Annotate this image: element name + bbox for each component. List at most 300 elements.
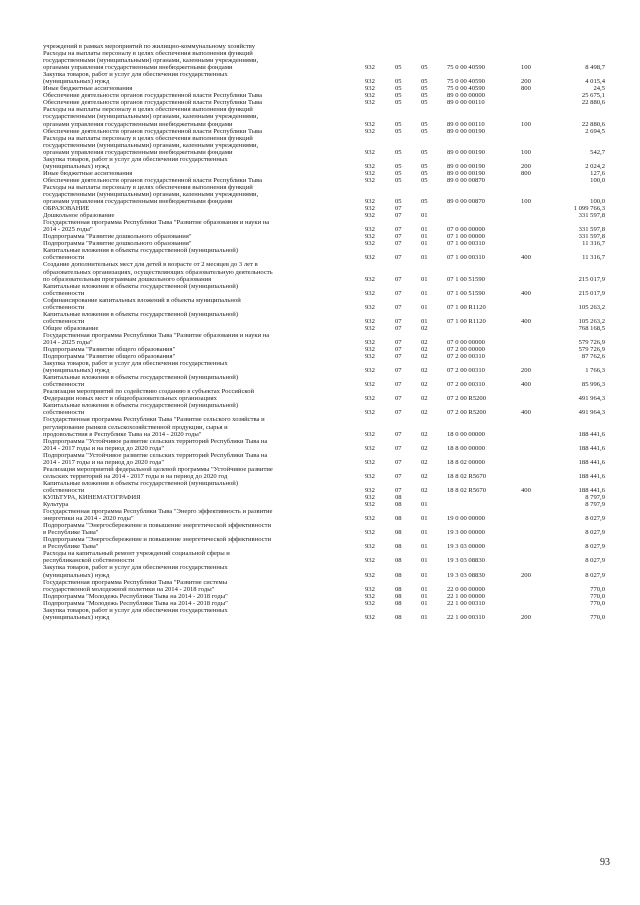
target-article-code: 07 2 00 00310 — [447, 353, 485, 361]
expense-type-code: 800 — [521, 169, 531, 177]
subsection-code: 01 — [421, 303, 428, 311]
row-name — [43, 360, 365, 374]
expense-type-code — [521, 438, 559, 452]
row-name-line: Закупка товаров, работ и услуг для обеспечения государственных — [43, 360, 228, 368]
subsection-code — [421, 43, 447, 50]
target-article-code: 75 0 00 40590 — [447, 78, 485, 86]
subsection-code: 02 — [421, 353, 428, 361]
ministry-code: 932 — [365, 233, 375, 241]
table-row — [43, 240, 605, 247]
subsection-code: 02 — [421, 367, 428, 375]
subsection-code: 01 — [421, 592, 428, 600]
row-name-line: (муниципальных) нужд — [43, 367, 110, 375]
subsection-code: 05 — [421, 120, 428, 128]
row-name-line: собственности — [43, 409, 85, 417]
row-name — [43, 480, 365, 494]
amount: 331 597,8 — [578, 226, 605, 234]
ministry-code: 932 — [365, 592, 375, 600]
section-code: 07 — [395, 338, 402, 346]
table-row — [43, 346, 605, 353]
subsection-code: 01 — [421, 501, 428, 509]
row-name — [43, 579, 365, 593]
row-name — [43, 494, 365, 501]
section-code: 07 — [395, 289, 402, 297]
section-code: 07 — [395, 303, 402, 311]
expense-type-code — [521, 600, 559, 607]
amount: 491 964,3 — [578, 409, 605, 417]
ministry-code: 932 — [365, 212, 375, 220]
table-row — [43, 536, 605, 550]
row-name-line: 2014 - 2025 годы" — [43, 226, 93, 234]
expense-type-code — [521, 92, 559, 99]
amount: 331 597,8 — [578, 212, 605, 220]
target-article-code: 07 0 00 00000 — [447, 338, 485, 346]
budget-table-body — [43, 43, 605, 621]
section-code: 08 — [395, 515, 402, 523]
expense-type-code — [521, 353, 559, 360]
row-name-line: продовольствия в Республике Тыва на 2014 - 2020 годы" — [43, 430, 202, 438]
row-name — [43, 402, 365, 416]
table-row — [43, 494, 605, 501]
ministry-code: 932 — [365, 515, 375, 523]
expense-type-code: 400 — [521, 254, 531, 262]
expense-type-code: 400 — [521, 381, 531, 389]
target-article-code — [447, 205, 521, 212]
ministry-code: 932 — [365, 529, 375, 537]
target-article-code: 07 2 00 00310 — [447, 367, 485, 375]
amount: 579 726,9 — [578, 338, 605, 346]
target-article-code: 07 1 00 51590 — [447, 275, 485, 283]
subsection-code: 01 — [421, 599, 428, 607]
target-article-code: 18 8 02 R5670 — [447, 472, 487, 480]
ministry-code: 932 — [365, 353, 375, 361]
table-row — [43, 261, 605, 282]
expense-type-code: 100 — [521, 120, 531, 128]
subsection-code: 01 — [421, 543, 428, 551]
table-row — [43, 593, 605, 600]
expense-type-code — [521, 128, 559, 135]
subsection-code: 02 — [421, 338, 428, 346]
target-article-code — [447, 43, 521, 50]
amount: 100,0 — [590, 198, 605, 206]
section-code: 05 — [395, 169, 402, 177]
section-code: 07 — [395, 381, 402, 389]
row-name-line: Иные бюджетные ассигнования — [43, 85, 133, 93]
target-article-code: 07 1 00 51590 — [447, 289, 485, 297]
ministry-code: 932 — [365, 92, 375, 100]
expense-type-code: 400 — [521, 317, 531, 325]
ministry-code: 932 — [365, 205, 375, 213]
subsection-code: 01 — [421, 557, 428, 565]
row-name-line: Капитальные вложения в объекты государственной (муниципальной) — [43, 310, 239, 318]
row-name-line: Иные бюджетные ассигнования — [43, 169, 133, 177]
target-article-code: 89 0 00 00870 — [447, 176, 485, 184]
section-code: 07 — [395, 317, 402, 325]
row-name-line: сельских территорий на 2014 - 2017 годы и на период до 2020 год — [43, 472, 228, 480]
table-row — [43, 283, 605, 297]
table-row — [43, 43, 605, 50]
row-name — [43, 416, 365, 437]
ministry-code: 932 — [365, 162, 375, 170]
subsection-code: 05 — [421, 85, 428, 93]
target-article-code: 18 8 02 R5670 — [447, 486, 487, 494]
amount: 100,0 — [590, 176, 605, 184]
amount: 188 441,6 — [578, 430, 605, 438]
subsection-code: 01 — [421, 515, 428, 523]
row-name — [43, 501, 365, 508]
section-code: 07 — [395, 395, 402, 403]
row-name-line: государственными (муниципальными) органами, казенными учреждениями, — [43, 190, 259, 198]
table-row — [43, 325, 605, 332]
amount: 491 964,3 — [578, 395, 605, 403]
row-name — [43, 353, 365, 360]
ministry-code: 932 — [365, 169, 375, 177]
subsection-code: 02 — [421, 472, 428, 480]
row-name — [43, 99, 365, 106]
expense-type-code: 800 — [521, 85, 531, 93]
section-code: 05 — [395, 99, 402, 107]
ministry-code: 932 — [365, 571, 375, 579]
amount: 8 027,9 — [585, 557, 605, 565]
table-row — [43, 522, 605, 536]
section-code: 05 — [395, 78, 402, 86]
expense-type-code: 200 — [521, 78, 531, 86]
row-name-line: Общее образование — [43, 324, 99, 332]
table-row — [43, 177, 605, 184]
row-name — [43, 240, 365, 247]
subsection-code: 05 — [421, 198, 428, 206]
table-row — [43, 360, 605, 374]
expense-type-code — [521, 501, 559, 508]
row-name — [43, 388, 365, 402]
table-row — [43, 374, 605, 388]
expense-type-code — [521, 466, 559, 480]
row-name-line: регулирование рынков сельскохозяйственной продукции, сырья и — [43, 423, 228, 431]
section-code: 07 — [395, 212, 402, 220]
section-code: 05 — [395, 176, 402, 184]
table-row — [43, 135, 605, 156]
amount: 770,0 — [590, 585, 605, 593]
subsection-code: 01 — [421, 212, 428, 220]
row-name-line: собственности — [43, 254, 85, 262]
target-article-code: 89 0 00 00190 — [447, 148, 485, 156]
row-name-line: Закупка товаров, работ и услуг для обеспечения государственных — [43, 606, 228, 614]
expense-type-code: 200 — [521, 367, 531, 375]
row-name-line: (муниципальных) нужд — [43, 613, 110, 621]
subsection-code: 01 — [421, 289, 428, 297]
row-name-line: Расходы на выплаты персоналу в целях обеспечения выполнения функций — [43, 134, 253, 142]
section-code: 05 — [395, 92, 402, 100]
target-article-code: 07 2 00 00310 — [447, 381, 485, 389]
target-article-code: 22 0 00 00000 — [447, 585, 485, 593]
section-code: 07 — [395, 233, 402, 241]
section-code: 05 — [395, 85, 402, 93]
target-article-code: 07 0 00 00000 — [447, 226, 485, 234]
table-row — [43, 607, 605, 621]
ministry-code: 932 — [365, 303, 375, 311]
row-name-line: Реализация мероприятий федеральной целевой программы "Устойчивое развитие — [43, 465, 273, 473]
subsection-code: 01 — [421, 613, 428, 621]
expense-type-code — [521, 99, 559, 106]
row-name-line: учреждений в рамках мероприятий по жилищно-коммунальному хозяйству — [43, 43, 255, 50]
ministry-code: 932 — [365, 613, 375, 621]
amount: 105 263,2 — [578, 317, 605, 325]
amount: 188 441,6 — [578, 458, 605, 466]
expense-type-code: 400 — [521, 409, 531, 417]
subsection-code: 01 — [421, 254, 428, 262]
ministry-code: 932 — [365, 120, 375, 128]
row-name — [43, 600, 365, 607]
row-name — [43, 466, 365, 480]
ministry-code: 932 — [365, 254, 375, 262]
amount: 8 797,9 — [585, 501, 605, 509]
subsection-code: 05 — [421, 169, 428, 177]
row-name-line: Капитальные вложения в объекты государственной (муниципальной) — [43, 282, 239, 290]
row-name-line: энергетики на 2014 - 2020 годы" — [43, 515, 134, 523]
expense-type-code — [521, 522, 559, 536]
target-article-code: 22 1 00 00000 — [447, 592, 485, 600]
section-code — [395, 43, 421, 50]
section-code: 07 — [395, 367, 402, 375]
row-name-line: собственности — [43, 317, 85, 325]
target-article-code: 07 1 00 R1120 — [447, 303, 486, 311]
ministry-code: 932 — [365, 176, 375, 184]
section-code: 05 — [395, 127, 402, 135]
row-name — [43, 212, 365, 219]
section-code: 07 — [395, 226, 402, 234]
expense-type-code — [521, 388, 559, 402]
ministry-code: 932 — [365, 226, 375, 234]
subsection-code: 01 — [421, 585, 428, 593]
ministry-code: 932 — [365, 338, 375, 346]
table-row — [43, 353, 605, 360]
expense-type-code — [521, 219, 559, 233]
row-name-line: органами управления государственными внебюджетными фондами — [43, 148, 233, 156]
row-name-line: Расходы на выплаты персоналу в целях обеспечения выполнения функций — [43, 50, 253, 58]
ministry-code: 932 — [365, 430, 375, 438]
expense-type-code — [521, 332, 559, 346]
row-name-line: государственной молодежной политики на 2014 - 2018 годы" — [43, 585, 215, 593]
section-code: 07 — [395, 346, 402, 354]
row-name — [43, 170, 365, 177]
section-code: 08 — [395, 592, 402, 600]
subsection-code: 02 — [421, 409, 428, 417]
section-code: 07 — [395, 472, 402, 480]
section-code: 05 — [395, 120, 402, 128]
expense-type-code — [521, 494, 559, 501]
table-row — [43, 212, 605, 219]
row-name-line: Государственная программа Республики Тыва "Развитие образования и науки на — [43, 331, 270, 339]
section-code: 07 — [395, 205, 402, 213]
row-name-line: образовательных организациях, осуществляющих образовательную деятельность — [43, 268, 273, 276]
row-name-line: Закупка товаров, работ и услуг для обеспечения государственных — [43, 564, 228, 572]
row-name — [43, 325, 365, 332]
row-name-line: органами управления государственными внебюджетными фондами — [43, 64, 233, 72]
amount: 127,6 — [590, 169, 605, 177]
amount: 22 880,6 — [581, 99, 605, 107]
expense-type-code — [521, 233, 559, 240]
table-row — [43, 564, 605, 578]
row-name — [43, 247, 365, 261]
table-row — [43, 156, 605, 170]
amount: 188 441,6 — [578, 486, 605, 494]
expense-type-code — [521, 325, 559, 332]
expense-type-code — [521, 416, 559, 437]
row-name-line: Культура — [43, 501, 69, 509]
subsection-code: 01 — [421, 226, 428, 234]
expense-type-code — [521, 452, 559, 466]
ministry-code — [365, 43, 395, 50]
expense-type-code: 200 — [521, 571, 531, 579]
table-row — [43, 170, 605, 177]
ministry-code: 932 — [365, 557, 375, 565]
target-article-code: 18 8 02 00000 — [447, 458, 485, 466]
row-name-line: 2014 - 2017 годы и на период до 2020 года" — [43, 458, 165, 466]
row-name-line: Капитальные вложения в объекты государственной (муниципальной) — [43, 247, 239, 255]
row-name — [43, 92, 365, 99]
subsection-code: 02 — [421, 430, 428, 438]
subsection-code: 05 — [421, 78, 428, 86]
subsection-code: 02 — [421, 395, 428, 403]
row-name-line: Федерации новых мест в общеобразовательных организациях — [43, 395, 217, 403]
table-row — [43, 332, 605, 346]
table-row — [43, 311, 605, 325]
row-name — [43, 452, 365, 466]
row-name-line: государственными (муниципальными) органами, казенными учреждениями, — [43, 113, 259, 121]
expense-type-code — [521, 261, 559, 282]
row-name-line: Капитальные вложения в объекты государственной (муниципальной) — [43, 402, 239, 410]
ministry-code: 932 — [365, 395, 375, 403]
expense-type-code — [521, 346, 559, 353]
amount: 542,7 — [590, 148, 605, 156]
target-article-code: 18 8 00 00000 — [447, 444, 485, 452]
table-row — [43, 128, 605, 135]
ministry-code: 932 — [365, 494, 375, 501]
amount: 770,0 — [590, 599, 605, 607]
table-row — [43, 85, 605, 92]
subsection-code: 02 — [421, 324, 428, 332]
table-row — [43, 550, 605, 564]
row-name — [43, 50, 365, 71]
target-article-code: 89 0 00 00870 — [447, 198, 485, 206]
subsection-code — [421, 494, 447, 501]
row-name-line: государственными (муниципальными) органами, казенными учреждениями, — [43, 141, 259, 149]
table-row — [43, 205, 605, 212]
amount: 188 441,6 — [578, 444, 605, 452]
expense-type-code: 200 — [521, 162, 531, 170]
amount: 331 597,8 — [578, 233, 605, 241]
row-name-line: (муниципальных) нужд — [43, 162, 110, 170]
section-code: 08 — [395, 585, 402, 593]
section-code: 05 — [395, 198, 402, 206]
row-name — [43, 283, 365, 297]
table-row — [43, 297, 605, 311]
row-name — [43, 508, 365, 522]
expense-type-code: 400 — [521, 486, 531, 494]
row-name — [43, 128, 365, 135]
target-article-code: 75 0 00 40590 — [447, 85, 485, 93]
row-name-line: органами управления государственными внебюджетными фондами — [43, 198, 233, 206]
row-name — [43, 135, 365, 156]
target-article-code: 19 0 00 00000 — [447, 515, 485, 523]
target-article-code — [447, 325, 521, 332]
amount: 2 024,2 — [585, 162, 605, 170]
table-row — [43, 219, 605, 233]
row-name — [43, 593, 365, 600]
amount: 87 762,6 — [581, 353, 605, 361]
target-article-code: 89 0 00 00190 — [447, 162, 485, 170]
amount: 8 027,9 — [585, 515, 605, 523]
section-code: 07 — [395, 486, 402, 494]
subsection-code: 01 — [421, 317, 428, 325]
section-code: 07 — [395, 430, 402, 438]
target-article-code: 89 0 00 00190 — [447, 169, 485, 177]
subsection-code: 02 — [421, 381, 428, 389]
expense-type-code — [521, 508, 559, 522]
target-article-code: 89 0 00 00190 — [447, 127, 485, 135]
section-code: 08 — [395, 613, 402, 621]
expense-type-code: 400 — [521, 289, 531, 297]
expense-type-code: 100 — [521, 148, 531, 156]
amount: 25 675,1 — [581, 92, 605, 100]
row-name-line: в Республике Тыва" — [43, 529, 99, 537]
amount: 11 316,7 — [582, 254, 605, 262]
table-row — [43, 501, 605, 508]
amount: 8 498,7 — [585, 64, 605, 72]
ministry-code: 932 — [365, 543, 375, 551]
section-code: 07 — [395, 240, 402, 248]
subsection-code: 05 — [421, 148, 428, 156]
expense-type-code — [521, 550, 559, 564]
row-name-line: органами управления государственными внебюджетными фондами — [43, 120, 233, 128]
section-code: 08 — [395, 571, 402, 579]
target-article-code: 07 1 00 R1120 — [447, 317, 486, 325]
ministry-code: 932 — [365, 317, 375, 325]
row-name-line: Дошкольное образование — [43, 212, 115, 220]
row-name-line: Государственная программа Республики Тыва "Развитие образования и науки на — [43, 219, 270, 227]
subsection-code — [421, 205, 447, 212]
section-code: 05 — [395, 148, 402, 156]
section-code: 07 — [395, 444, 402, 452]
expense-type-code — [521, 593, 559, 600]
row-name-line: Государственная программа Республики Тыва "Развитие системы — [43, 578, 228, 586]
row-name-line: Подпрограмма "Развитие дошкольного образования" — [43, 240, 192, 248]
row-name — [43, 346, 365, 353]
subsection-code: 05 — [421, 162, 428, 170]
subsection-code: 02 — [421, 486, 428, 494]
row-name — [43, 43, 365, 50]
row-name-line: Подпрограмма "Устойчивое развитие сельских территорий Республики Тыва на — [43, 451, 268, 459]
row-name-line: Подпрограмма "Развитие дошкольного образования" — [43, 233, 192, 241]
ministry-code: 932 — [365, 486, 375, 494]
row-name — [43, 156, 365, 170]
row-name-line: ОБРАЗОВАНИЕ — [43, 205, 90, 213]
target-article-code: 75 0 00 40590 — [447, 64, 485, 72]
row-name-line: Подпрограмма "Развитие общего образования" — [43, 346, 176, 354]
row-name-line: КУЛЬТУРА, КИНЕМАТОГРАФИЯ — [43, 494, 141, 501]
expense-type-code — [521, 43, 559, 50]
subsection-code: 05 — [421, 64, 428, 72]
table-row — [43, 388, 605, 402]
table-row — [43, 416, 605, 437]
row-name-line: собственности — [43, 381, 85, 389]
amount: 1 766,3 — [585, 367, 605, 375]
ministry-code: 932 — [365, 148, 375, 156]
subsection-code: 01 — [421, 529, 428, 537]
ministry-code: 932 — [365, 85, 375, 93]
section-code: 07 — [395, 275, 402, 283]
expense-type-code: 100 — [521, 198, 531, 206]
